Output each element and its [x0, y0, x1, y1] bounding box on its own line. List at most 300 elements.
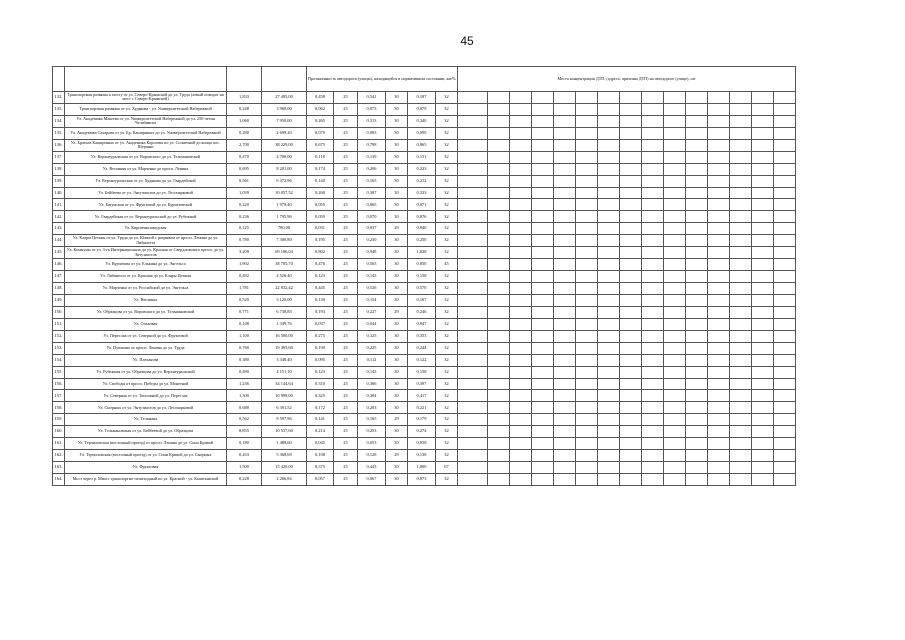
- empty-accident-cell: [576, 366, 598, 378]
- row-value-v5: 0,139: [358, 151, 386, 163]
- row-value-v7: 0,353: [408, 330, 436, 342]
- empty-accident-cell: [510, 414, 532, 426]
- empty-accident-cell: [730, 294, 752, 306]
- empty-accident-cell: [488, 139, 510, 151]
- empty-accident-cell: [488, 318, 510, 330]
- empty-accident-cell: [554, 342, 576, 354]
- empty-accident-cell: [642, 402, 664, 414]
- row-value-v3: 0,059: [307, 211, 334, 223]
- row-value-v6: 30: [386, 426, 408, 438]
- row-value-v7: 0,073: [408, 474, 436, 486]
- row-value-v6: 30: [386, 402, 408, 414]
- empty-accident-cell: [488, 175, 510, 187]
- row-value-v8: 32: [436, 426, 458, 438]
- table-row: [53, 330, 796, 342]
- empty-accident-cell: [458, 163, 488, 175]
- row-value-v8: 32: [436, 306, 458, 318]
- empty-accident-cell: [752, 366, 774, 378]
- empty-accident-cell: [730, 378, 752, 390]
- road-name: Ул. Свободы от просп. Победы до ул. Монетной: [65, 378, 227, 390]
- empty-accident-cell: [642, 199, 664, 211]
- empty-accident-cell: [488, 450, 510, 462]
- empty-accident-cell: [458, 354, 488, 366]
- empty-accident-cell: [554, 462, 576, 474]
- empty-accident-cell: [532, 283, 554, 295]
- row-value-v2: 69 186,04: [262, 247, 307, 259]
- empty-accident-cell: [664, 474, 686, 486]
- empty-accident-cell: [752, 163, 774, 175]
- row-value-v7: 0,333: [408, 187, 436, 199]
- empty-accident-cell: [510, 259, 532, 271]
- row-value-v3: 0,123: [307, 271, 334, 283]
- row-value-v5: 0,230: [358, 235, 386, 247]
- empty-accident-cell: [664, 199, 686, 211]
- empty-accident-cell: [708, 366, 730, 378]
- empty-accident-cell: [488, 390, 510, 402]
- empty-accident-cell: [620, 294, 642, 306]
- empty-accident-cell: [510, 223, 532, 235]
- row-value-v1: 0,125: [227, 223, 262, 235]
- row-value-v5: 0,112: [358, 354, 386, 366]
- empty-accident-cell: [620, 103, 642, 115]
- empty-accident-cell: [576, 247, 598, 259]
- empty-accident-cell: [664, 342, 686, 354]
- empty-accident-cell: [708, 450, 730, 462]
- row-value-v5: 0,165: [358, 414, 386, 426]
- empty-accident-cell: [620, 342, 642, 354]
- empty-accident-cell: [510, 390, 532, 402]
- row-value-v1: 0,780: [227, 235, 262, 247]
- row-value-v4: 25: [334, 330, 358, 342]
- empty-accident-cell: [752, 271, 774, 283]
- empty-accident-cell: [576, 414, 598, 426]
- empty-accident-cell: [774, 450, 796, 462]
- empty-accident-cell: [730, 354, 752, 366]
- empty-accident-cell: [664, 318, 686, 330]
- row-value-v8: 32: [436, 175, 458, 187]
- empty-accident-cell: [686, 247, 708, 259]
- empty-accident-cell: [664, 163, 686, 175]
- empty-accident-cell: [708, 390, 730, 402]
- empty-accident-cell: [488, 294, 510, 306]
- row-value-v5: 0,325: [358, 330, 386, 342]
- empty-accident-cell: [488, 127, 510, 139]
- row-value-v2: 8 597,96: [262, 414, 307, 426]
- empty-accident-cell: [730, 115, 752, 127]
- empty-accident-cell: [510, 462, 532, 474]
- row-value-v6: 30: [386, 115, 408, 127]
- empty-accident-cell: [488, 115, 510, 127]
- empty-accident-cell: [664, 92, 686, 104]
- row-number: 148.: [53, 283, 65, 295]
- empty-accident-cell: [598, 103, 620, 115]
- table-row: [53, 462, 796, 474]
- empty-accident-cell: [774, 92, 796, 104]
- table-row: [53, 450, 796, 462]
- row-value-v3: 0,045: [307, 438, 334, 450]
- empty-accident-cell: [620, 199, 642, 211]
- empty-accident-cell: [774, 175, 796, 187]
- row-value-v7: 1,000: [408, 462, 436, 474]
- row-number: 146.: [53, 259, 65, 271]
- road-name: Ул. Образцова от ул. Воровского до ул. Тельмановской: [65, 306, 227, 318]
- row-value-v3: 0,057: [307, 474, 334, 486]
- empty-accident-cell: [730, 271, 752, 283]
- table-row: [53, 247, 796, 259]
- empty-accident-cell: [532, 306, 554, 318]
- row-value-v1: 1,060: [227, 115, 262, 127]
- row-number: 139.: [53, 175, 65, 187]
- table-row: [53, 103, 796, 115]
- row-number: 141.: [53, 199, 65, 211]
- table-row: [53, 199, 796, 211]
- row-value-v4: 25: [334, 115, 358, 127]
- empty-accident-cell: [458, 426, 488, 438]
- empty-accident-cell: [510, 115, 532, 127]
- empty-accident-cell: [620, 462, 642, 474]
- row-value-v1: 1,500: [227, 462, 262, 474]
- row-number: 135.: [53, 127, 65, 139]
- empty-accident-cell: [686, 187, 708, 199]
- empty-accident-cell: [532, 390, 554, 402]
- row-number: 144.: [53, 235, 65, 247]
- road-name: Ул. Пушкина от просп. Ленина до ул. Труда: [65, 342, 227, 354]
- row-value-v6: 30: [386, 390, 408, 402]
- row-number: 162.: [53, 450, 65, 462]
- row-value-v6: 30: [386, 283, 408, 295]
- empty-accident-cell: [510, 318, 532, 330]
- row-value-v1: 1,902: [227, 259, 262, 271]
- row-value-v5: 0,253: [358, 426, 386, 438]
- header-blank: [53, 67, 65, 92]
- empty-accident-cell: [774, 306, 796, 318]
- empty-accident-cell: [554, 187, 576, 199]
- row-value-v4: 25: [334, 474, 358, 486]
- row-value-v7: 0,076: [408, 211, 436, 223]
- empty-accident-cell: [554, 139, 576, 151]
- road-name: Ул. Либкнехта от ул. Красная до ул. Клары Цеткин: [65, 271, 227, 283]
- row-value-v4: 25: [334, 438, 358, 450]
- empty-accident-cell: [458, 283, 488, 295]
- empty-accident-cell: [774, 115, 796, 127]
- row-value-v2: 4 151,10: [262, 366, 307, 378]
- row-value-v4: 25: [334, 259, 358, 271]
- row-value-v3: 0,445: [307, 283, 334, 295]
- empty-accident-cell: [510, 294, 532, 306]
- row-value-v5: 0,044: [358, 318, 386, 330]
- empty-accident-cell: [620, 163, 642, 175]
- empty-accident-cell: [598, 402, 620, 414]
- empty-accident-cell: [598, 354, 620, 366]
- row-value-v8: 32: [436, 103, 458, 115]
- empty-accident-cell: [598, 306, 620, 318]
- empty-accident-cell: [686, 402, 708, 414]
- empty-accident-cell: [642, 259, 664, 271]
- table-row: [53, 390, 796, 402]
- row-number: 147.: [53, 271, 65, 283]
- empty-accident-cell: [458, 450, 488, 462]
- empty-accident-cell: [752, 306, 774, 318]
- row-value-v7: 1,028: [408, 247, 436, 259]
- row-value-v7: 0,397: [408, 378, 436, 390]
- row-value-v2: 1 349,76: [262, 318, 307, 330]
- empty-accident-cell: [752, 462, 774, 474]
- empty-accident-cell: [488, 330, 510, 342]
- road-name: Ул. Тельмана: [65, 414, 227, 426]
- empty-accident-cell: [730, 223, 752, 235]
- row-value-v2: 780,00: [262, 223, 307, 235]
- row-value-v8: 32: [436, 474, 458, 486]
- empty-accident-cell: [554, 366, 576, 378]
- empty-accident-cell: [708, 163, 730, 175]
- empty-accident-cell: [620, 151, 642, 163]
- empty-accident-cell: [642, 378, 664, 390]
- table-row: [53, 342, 796, 354]
- road-name: Ул. Кирпичнозаводская: [65, 223, 227, 235]
- row-number: 132.: [53, 92, 65, 104]
- row-value-v5: 0,037: [358, 223, 386, 235]
- row-value-v1: 0,855: [227, 426, 262, 438]
- empty-accident-cell: [752, 175, 774, 187]
- empty-accident-cell: [576, 354, 598, 366]
- empty-accident-cell: [664, 402, 686, 414]
- empty-accident-cell: [686, 474, 708, 486]
- empty-accident-cell: [642, 139, 664, 151]
- road-name: Ул. Академика Сахарова от ул. Бр. Кашириных до ул. Университетской Набережной: [65, 127, 227, 139]
- empty-accident-cell: [532, 426, 554, 438]
- empty-accident-cell: [458, 235, 488, 247]
- empty-accident-cell: [620, 92, 642, 104]
- row-value-v4: 25: [334, 283, 358, 295]
- row-value-v7: 0,158: [408, 271, 436, 283]
- empty-accident-cell: [532, 211, 554, 223]
- row-value-v3: 0,123: [307, 366, 334, 378]
- row-value-v6: 30: [386, 235, 408, 247]
- empty-accident-cell: [686, 283, 708, 295]
- empty-accident-cell: [730, 127, 752, 139]
- empty-accident-cell: [752, 187, 774, 199]
- empty-accident-cell: [642, 127, 664, 139]
- empty-accident-cell: [554, 330, 576, 342]
- empty-accident-cell: [458, 175, 488, 187]
- empty-accident-cell: [686, 354, 708, 366]
- empty-accident-cell: [598, 199, 620, 211]
- row-value-v2: 2 286,84: [262, 474, 307, 486]
- empty-accident-cell: [554, 271, 576, 283]
- empty-accident-cell: [620, 115, 642, 127]
- row-value-v5: 0,526: [358, 283, 386, 295]
- row-value-v8: 32: [436, 294, 458, 306]
- empty-accident-cell: [532, 354, 554, 366]
- empty-accident-cell: [554, 438, 576, 450]
- row-value-v7: 0,246: [408, 306, 436, 318]
- row-value-v5: 0,065: [358, 199, 386, 211]
- table-row: [53, 211, 796, 223]
- empty-accident-cell: [686, 438, 708, 450]
- row-value-v2: 4 526,40: [262, 271, 307, 283]
- empty-accident-cell: [664, 462, 686, 474]
- row-number: 159.: [53, 414, 65, 426]
- header-accident-places: Места концентрации ДТП, (адреса, причины ДТП) на автодороге (улице), шт: [458, 67, 796, 92]
- road-name: Ул. Сыерных от ул. Энтузиастов до ул. Лесопарковой: [65, 402, 227, 414]
- empty-accident-cell: [686, 330, 708, 342]
- empty-accident-cell: [458, 294, 488, 306]
- row-value-v4: 25: [334, 271, 358, 283]
- empty-accident-cell: [774, 294, 796, 306]
- empty-accident-cell: [730, 462, 752, 474]
- row-value-v1: 3,209: [227, 247, 262, 259]
- row-value-v5: 0,070: [358, 211, 386, 223]
- row-value-v3: 0,130: [307, 294, 334, 306]
- empty-accident-cell: [642, 366, 664, 378]
- row-value-v1: 0,520: [227, 294, 262, 306]
- empty-accident-cell: [488, 103, 510, 115]
- empty-accident-cell: [598, 92, 620, 104]
- row-number: 138.: [53, 163, 65, 175]
- empty-accident-cell: [576, 199, 598, 211]
- empty-accident-cell: [510, 342, 532, 354]
- empty-accident-cell: [598, 438, 620, 450]
- empty-accident-cell: [554, 103, 576, 115]
- empty-accident-cell: [774, 390, 796, 402]
- row-value-v4: 25: [334, 139, 358, 151]
- empty-accident-cell: [488, 223, 510, 235]
- empty-accident-cell: [532, 103, 554, 115]
- row-value-v6: 30: [386, 354, 408, 366]
- empty-accident-cell: [576, 342, 598, 354]
- empty-accident-cell: [664, 259, 686, 271]
- row-value-v8: 32: [436, 271, 458, 283]
- table-row: [53, 139, 796, 151]
- empty-accident-cell: [708, 378, 730, 390]
- empty-accident-cell: [708, 402, 730, 414]
- row-value-v1: 2,700: [227, 139, 262, 151]
- empty-accident-cell: [554, 354, 576, 366]
- empty-accident-cell: [686, 259, 708, 271]
- row-value-v1: 0,280: [227, 127, 262, 139]
- empty-accident-cell: [708, 294, 730, 306]
- row-value-v2: 38 229,00: [262, 139, 307, 151]
- empty-accident-cell: [620, 318, 642, 330]
- empty-accident-cell: [664, 151, 686, 163]
- row-value-v5: 0,313: [358, 115, 386, 127]
- empty-accident-cell: [620, 271, 642, 283]
- empty-accident-cell: [488, 402, 510, 414]
- row-value-v4: 25: [334, 318, 358, 330]
- empty-accident-cell: [598, 235, 620, 247]
- empty-accident-cell: [532, 163, 554, 175]
- empty-accident-cell: [554, 175, 576, 187]
- road-name: Ул. Академика Макеева от ул. Университетской Набережной до ул. 250-летия Челябинска: [65, 115, 227, 127]
- empty-accident-cell: [774, 330, 796, 342]
- row-value-v7: 0,187: [408, 92, 436, 104]
- row-value-v4: 25: [334, 450, 358, 462]
- road-name: Ул. Бейбеева от ул. Энтузиастов до ул. Лесопарковой: [65, 187, 227, 199]
- row-value-v2: 3 968,00: [262, 103, 307, 115]
- empty-accident-cell: [510, 438, 532, 450]
- empty-accident-cell: [752, 414, 774, 426]
- row-value-v7: 0,179: [408, 414, 436, 426]
- empty-accident-cell: [620, 306, 642, 318]
- empty-accident-cell: [510, 366, 532, 378]
- empty-accident-cell: [774, 259, 796, 271]
- empty-accident-cell: [752, 390, 774, 402]
- empty-accident-cell: [730, 426, 752, 438]
- road-name: Ул. Терчиловская (восточный проезд) от ул. Сони Кривой до ул. Сыерных: [65, 450, 227, 462]
- empty-accident-cell: [598, 450, 620, 462]
- empty-accident-cell: [510, 211, 532, 223]
- empty-accident-cell: [620, 127, 642, 139]
- empty-accident-cell: [642, 306, 664, 318]
- empty-accident-cell: [488, 151, 510, 163]
- row-value-v3: 0,310: [307, 378, 334, 390]
- row-value-v8: 67: [436, 462, 458, 474]
- empty-accident-cell: [510, 151, 532, 163]
- empty-accident-cell: [686, 163, 708, 175]
- row-value-v6: 30: [386, 462, 408, 474]
- road-name: Ул. Верхнеуральская от ул. Воровского до ул. Тельмановской: [65, 151, 227, 163]
- empty-accident-cell: [774, 462, 796, 474]
- row-value-v7: 0,570: [408, 283, 436, 295]
- row-value-v8: 32: [436, 450, 458, 462]
- empty-accident-cell: [576, 223, 598, 235]
- empty-accident-cell: [488, 462, 510, 474]
- table-row: [53, 223, 796, 235]
- row-value-v7: 0,221: [408, 402, 436, 414]
- table-row: [53, 474, 796, 486]
- row-value-v3: 0,140: [307, 175, 334, 187]
- empty-accident-cell: [458, 378, 488, 390]
- empty-accident-cell: [642, 103, 664, 115]
- row-value-v1: 1,100: [227, 330, 262, 342]
- empty-accident-cell: [708, 103, 730, 115]
- empty-accident-cell: [730, 259, 752, 271]
- empty-accident-cell: [458, 330, 488, 342]
- row-value-v4: 25: [334, 235, 358, 247]
- empty-accident-cell: [774, 199, 796, 211]
- table-row: [53, 187, 796, 199]
- row-value-v3: 0,675: [307, 139, 334, 151]
- empty-accident-cell: [774, 318, 796, 330]
- empty-accident-cell: [642, 450, 664, 462]
- empty-accident-cell: [664, 103, 686, 115]
- empty-accident-cell: [620, 402, 642, 414]
- empty-accident-cell: [488, 211, 510, 223]
- row-value-v2: 6 372,96: [262, 175, 307, 187]
- row-value-v7: 0,417: [408, 390, 436, 402]
- empty-accident-cell: [554, 378, 576, 390]
- row-value-v2: 2 699,20: [262, 127, 307, 139]
- empty-accident-cell: [752, 199, 774, 211]
- empty-accident-cell: [642, 187, 664, 199]
- row-number: 153.: [53, 342, 65, 354]
- row-value-v8: 32: [436, 151, 458, 163]
- empty-accident-cell: [642, 247, 664, 259]
- empty-accident-cell: [620, 283, 642, 295]
- row-value-v5: 0,384: [358, 390, 386, 402]
- empty-accident-cell: [488, 259, 510, 271]
- empty-accident-cell: [554, 294, 576, 306]
- empty-accident-cell: [620, 235, 642, 247]
- empty-accident-cell: [458, 103, 488, 115]
- empty-accident-cell: [664, 211, 686, 223]
- road-name: Ул. Клары Цеткин от ул. Труда до ул. Южной с разрывом от просп. Ленина до ул. Либкнехта: [65, 235, 227, 247]
- empty-accident-cell: [554, 235, 576, 247]
- empty-accident-cell: [554, 247, 576, 259]
- row-value-v3: 0,214: [307, 426, 334, 438]
- row-value-v5: 0,165: [358, 175, 386, 187]
- empty-accident-cell: [510, 247, 532, 259]
